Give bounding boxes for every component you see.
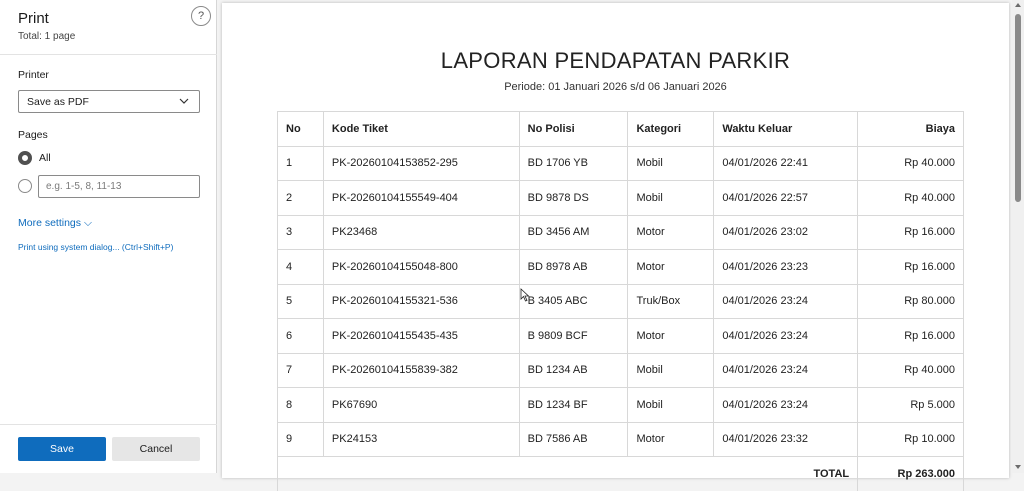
table-cell: BD 9878 DS (519, 181, 628, 216)
table-cell: Rp 40.000 (858, 146, 964, 181)
column-header: Kategori (628, 112, 714, 147)
table-cell: BD 3456 AM (519, 215, 628, 250)
table-cell: Mobil (628, 181, 714, 216)
table-cell: Motor (628, 250, 714, 285)
table-cell: 04/01/2026 22:57 (714, 181, 858, 216)
table-header-row (278, 112, 964, 147)
table-cell: Motor (628, 319, 714, 354)
report-table (277, 111, 964, 491)
help-button[interactable]: ? (191, 6, 211, 26)
table-cell: Motor (628, 215, 714, 250)
table-cell: 04/01/2026 23:24 (714, 353, 858, 388)
table-row (278, 250, 964, 285)
table-cell: 04/01/2026 22:41 (714, 146, 858, 181)
preview-page (222, 3, 1009, 478)
table-cell: Rp 80.000 (858, 284, 964, 319)
table-cell: 8 (278, 388, 324, 423)
table-cell: 04/01/2026 23:24 (714, 388, 858, 423)
page-count: Total: 1 page (18, 31, 75, 42)
table-row (278, 422, 964, 457)
vertical-scrollbar[interactable] (1012, 0, 1024, 473)
table-cell: 9 (278, 422, 324, 457)
table-cell: Rp 40.000 (858, 353, 964, 388)
cancel-button[interactable]: Cancel (112, 437, 200, 461)
pages-custom-radio[interactable] (18, 179, 32, 193)
table-cell: BD 1706 YB (519, 146, 628, 181)
table-cell: PK-20260104155549-404 (323, 181, 519, 216)
table-cell: PK-20260104155048-800 (323, 250, 519, 285)
table-row (278, 181, 964, 216)
print-settings-panel (0, 0, 217, 473)
print-preview[interactable] (217, 0, 1012, 473)
table-cell: BD 8978 AB (519, 250, 628, 285)
table-cell: 04/01/2026 23:32 (714, 422, 858, 457)
scroll-down-arrow-icon[interactable] (1015, 465, 1021, 469)
table-cell: Mobil (628, 353, 714, 388)
table-cell: 7 (278, 353, 324, 388)
table-cell: BD 7586 AB (519, 422, 628, 457)
report-period: Periode: 01 Januari 2026 s/d 06 Januari 2026 (222, 81, 1009, 93)
table-cell: 04/01/2026 23:23 (714, 250, 858, 285)
table-row (278, 284, 964, 319)
table-cell: 3 (278, 215, 324, 250)
table-cell: 04/01/2026 23:02 (714, 215, 858, 250)
table-cell: 5 (278, 284, 324, 319)
pages-all-radio[interactable] (18, 151, 32, 165)
table-cell: Rp 5.000 (858, 388, 964, 423)
pages-all-label: All (39, 152, 51, 164)
total-row (278, 457, 964, 491)
column-header: Kode Tiket (323, 112, 519, 147)
column-header: Waktu Keluar (714, 112, 858, 147)
table-cell: 1 (278, 146, 324, 181)
pages-label: Pages (18, 129, 48, 141)
divider (0, 54, 217, 55)
table-cell: Truk/Box (628, 284, 714, 319)
table-cell: 4 (278, 250, 324, 285)
scroll-thumb[interactable] (1015, 14, 1021, 202)
table-cell: Mobil (628, 388, 714, 423)
table-cell: PK24153 (323, 422, 519, 457)
printer-select-value: Save as PDF (27, 96, 89, 108)
scroll-up-arrow-icon[interactable] (1015, 3, 1021, 7)
table-cell: Mobil (628, 146, 714, 181)
column-header: Biaya (858, 112, 964, 147)
report-title: LAPORAN PENDAPATAN PARKIR (222, 48, 1009, 74)
column-header: No Polisi (519, 112, 628, 147)
table-cell: BD 1234 AB (519, 353, 628, 388)
table-cell: PK-20260104155839-382 (323, 353, 519, 388)
mouse-cursor-icon (520, 288, 530, 302)
total-value: Rp 263.000 (858, 457, 964, 491)
chevron-down-icon (178, 95, 190, 107)
system-dialog-link[interactable]: Print using system dialog... (Ctrl+Shift+P) (18, 242, 173, 252)
column-header: No (278, 112, 324, 147)
total-label: TOTAL (278, 457, 858, 491)
table-cell: BD 1234 BF (519, 388, 628, 423)
pages-range-input[interactable]: e.g. 1-5, 8, 11-13 (38, 175, 200, 198)
table-cell: Rp 16.000 (858, 250, 964, 285)
table-cell: 2 (278, 181, 324, 216)
table-cell: Motor (628, 422, 714, 457)
printer-label: Printer (18, 69, 49, 81)
table-cell: PK-20260104155321-536 (323, 284, 519, 319)
table-row (278, 388, 964, 423)
table-row (278, 146, 964, 181)
table-cell: PK-20260104153852-295 (323, 146, 519, 181)
table-cell: 04/01/2026 23:24 (714, 284, 858, 319)
table-cell: 04/01/2026 23:24 (714, 319, 858, 354)
table-row (278, 319, 964, 354)
table-cell: PK67690 (323, 388, 519, 423)
table-row (278, 215, 964, 250)
table-cell: B 9809 BCF (519, 319, 628, 354)
table-cell: B 3405 ABC (519, 284, 628, 319)
table-cell: PK23468 (323, 215, 519, 250)
divider (0, 424, 217, 425)
table-cell: 6 (278, 319, 324, 354)
table-cell: Rp 16.000 (858, 319, 964, 354)
table-row (278, 353, 964, 388)
save-button[interactable]: Save (18, 437, 106, 461)
table-cell: Rp 40.000 (858, 181, 964, 216)
table-cell: Rp 16.000 (858, 215, 964, 250)
panel-title: Print (18, 10, 49, 27)
more-settings-link[interactable]: More settings ⌵ (18, 217, 92, 230)
table-cell: PK-20260104155435-435 (323, 319, 519, 354)
table-cell: Rp 10.000 (858, 422, 964, 457)
printer-select[interactable] (18, 90, 200, 113)
